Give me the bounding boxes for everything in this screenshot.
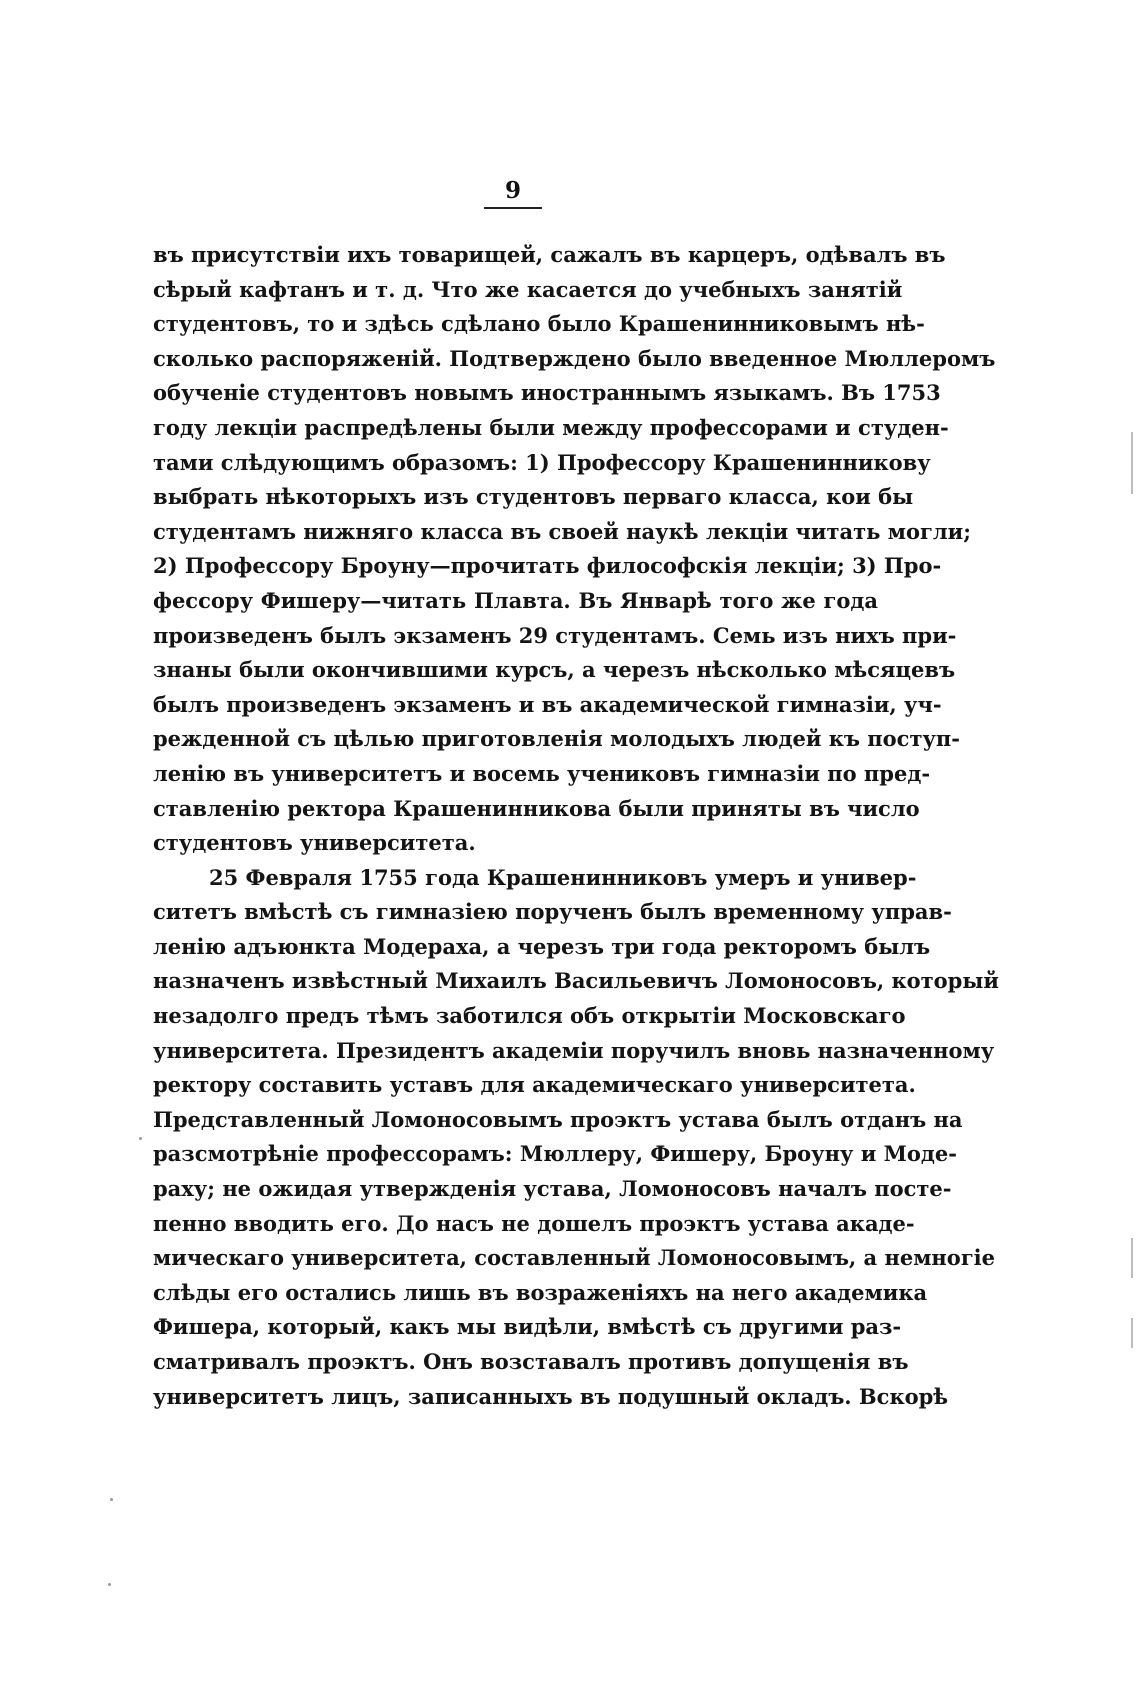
text-line: 2) Профессору Броуну—прочитать философскія лекціи; 3) Про-: [153, 553, 942, 579]
text-line: слѣды его остались лишь въ возраженіяхъ на него академика: [153, 1279, 928, 1305]
text-line: сѣрый кафтанъ и т. д. Что же касается до учебныхъ занятій: [153, 276, 903, 302]
text-line: Представленный Ломоносовымъ проэктъ устава былъ отданъ на: [153, 1106, 963, 1132]
text-line: ситетъ вмѣстѣ съ гимназіею порученъ былъ временному управ-: [153, 899, 952, 925]
text-line: назначенъ извѣстный Михаилъ Васильевичъ Ломоносовъ, который: [153, 968, 999, 994]
text-line: году лекціи распредѣлены были между профессорами и студен-: [153, 414, 949, 440]
text-line: мическаго университета, составленный Ломоносовымъ, а немногіе: [153, 1245, 996, 1271]
text-line: студентовъ, то и здѣсь сдѣлано было Крашенинниковымъ нѣ-: [153, 311, 925, 337]
text-line: сматривалъ проэктъ. Онъ возставалъ противъ допущенія въ: [153, 1349, 909, 1374]
text-line: ставленію ректора Крашенинникова были приняты въ число: [153, 795, 920, 821]
text-line: режденной съ цѣлью приготовленія молодыхъ людей къ поступ-: [153, 726, 961, 752]
text-line: ректору составить уставъ для академическаго университета.: [153, 1072, 916, 1098]
text-line: студентамъ нижняго класса въ своей наукѣ лекціи читать могли;: [153, 518, 971, 544]
text-line: раху; не ожидая утвержденія устава, Ломоносовъ началъ посте-: [153, 1176, 952, 1202]
text-line: ленію адъюнкта Модераха, а черезъ три года ректоромъ былъ: [153, 933, 931, 959]
paragraph-1: [153, 238, 996, 861]
text-line: тами слѣдующимъ образомъ: 1) Профессору Крашенинникову: [153, 449, 931, 475]
text-line: знаны были окончившими курсъ, а черезъ нѣсколько мѣсяцевъ: [153, 657, 956, 683]
text-line: фессору Фишеру—читать Плавта. Въ Январѣ того же года: [153, 587, 878, 613]
text-line: Фишера, который, какъ мы видѣли, вмѣстѣ съ другими раз-: [153, 1314, 902, 1340]
text-line: былъ произведенъ экзаменъ и въ академической гимназіи, уч-: [153, 691, 942, 717]
text-line: университетъ лицъ, записанныхъ въ подушный окладъ. Вскорѣ: [153, 1383, 949, 1409]
text-line: ленію въ университетъ и восемь учениковъ гимназіи по пред-: [153, 760, 931, 786]
text-line: разсмотрѣніе профессорамъ: Мюллеру, Фишеру, Броуну и Моде-: [153, 1141, 957, 1167]
page-number: 9: [504, 177, 521, 204]
scan-speck: [108, 1583, 111, 1586]
text-line: студентовъ университета.: [153, 830, 476, 856]
text-line: сколько распоряженій. Подтверждено было введенное Мюллеромъ: [153, 345, 996, 371]
text-line: университета. Президентъ академіи поручилъ вновь назначенному: [153, 1037, 995, 1063]
text-block: [153, 238, 999, 1414]
text-line: произведенъ былъ экзаменъ 29 студентамъ. Семь изъ нихъ при-: [153, 622, 957, 648]
text-line: незадолго предъ тѣмъ заботился объ открытіи Московскаго: [153, 1003, 906, 1029]
text-line: обученіе студентовъ новымъ иностраннымъ языкамъ. Въ 1753: [153, 380, 941, 406]
scan-edge-mark: [1131, 1238, 1133, 1278]
scan-speck: [110, 1498, 113, 1501]
text-line: въ присутствіи ихъ товарищей, сажалъ въ карцеръ, одѣвалъ въ: [153, 242, 946, 267]
scan-speck: [139, 1137, 142, 1140]
text-line: выбрать нѣкоторыхъ изъ студентовъ перваго класса, кои бы: [153, 484, 914, 510]
paragraph-2: [153, 861, 999, 1415]
text-line: пенно вводить его. До насъ не дошелъ проэктъ устава акаде-: [153, 1210, 915, 1236]
text-line: 25 Февраля 1755 года Крашенинниковъ умеръ и универ-: [209, 864, 917, 890]
page-number-rule: [484, 207, 542, 209]
scan-edge-mark: [1131, 1318, 1133, 1348]
scan-edge-mark: [1131, 432, 1133, 494]
